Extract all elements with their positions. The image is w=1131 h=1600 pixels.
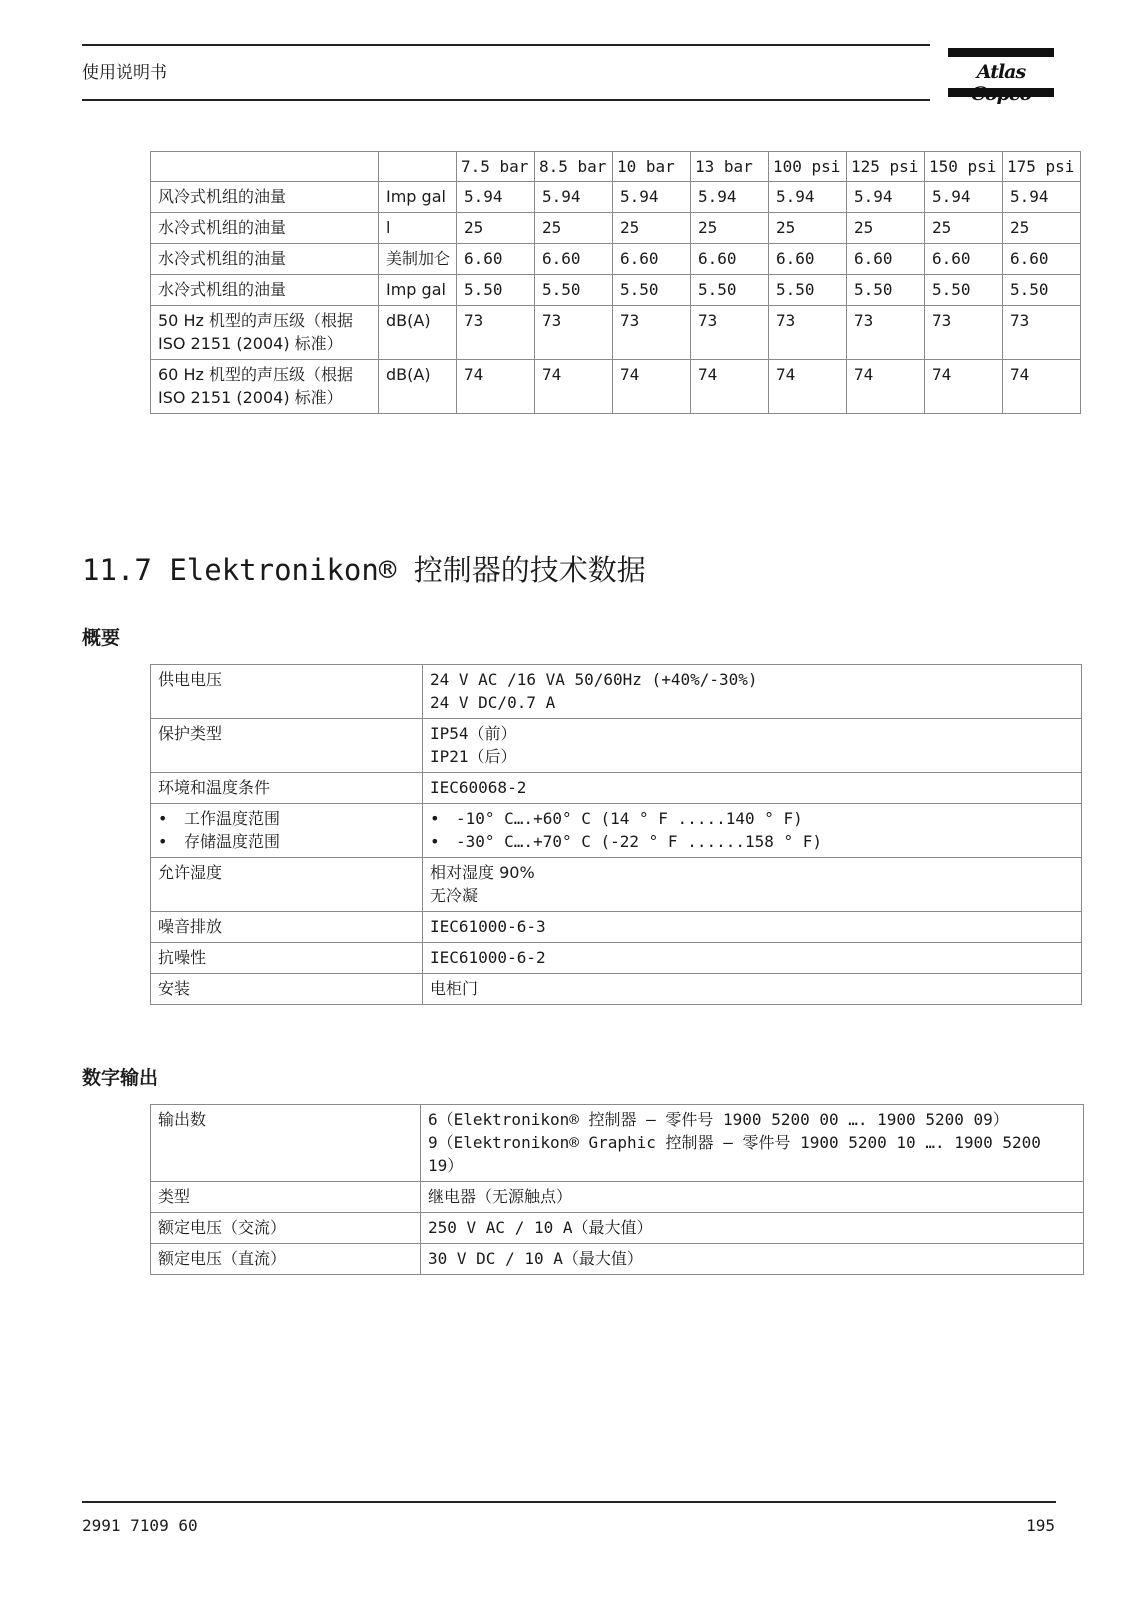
value-cell: 25 — [613, 213, 691, 244]
unit-cell: dB(A) — [379, 360, 457, 414]
immunity-label: 抗噪性 — [151, 943, 423, 974]
table-row — [151, 306, 1081, 360]
column-header: 13 bar — [691, 152, 769, 182]
value-cell: 5.94 — [613, 182, 691, 213]
supply-voltage-label: 供电电压 — [151, 665, 423, 719]
value-cell: 5.94 — [1003, 182, 1081, 213]
value-cell: 5.50 — [925, 275, 1003, 306]
value-cell: 73 — [457, 306, 535, 360]
value-cell: 74 — [847, 360, 925, 414]
value-cell: 74 — [613, 360, 691, 414]
value-cell: 74 — [925, 360, 1003, 414]
header-bottom-rule — [82, 99, 930, 101]
table-row — [151, 1182, 1084, 1213]
value-cell: 5.94 — [691, 182, 769, 213]
work-temp-value: -10° C….+60° C (14 ° F .....140 ° F) — [456, 809, 803, 828]
column-header: 10 bar — [613, 152, 691, 182]
row-label: 水冷式机组的油量 — [151, 244, 379, 275]
value-cell: 5.94 — [457, 182, 535, 213]
column-header: 100 psi — [769, 152, 847, 182]
section-title-latin: Elektronikon® — [169, 553, 397, 587]
table-row — [151, 1213, 1084, 1244]
protection-value: IP54（前） IP21（后） — [423, 719, 1082, 773]
value-cell: 25 — [925, 213, 1003, 244]
ac-rating-label: 额定电压（交流） — [151, 1213, 421, 1244]
table-row — [151, 943, 1082, 974]
table-row — [151, 182, 1081, 213]
value-cell: 25 — [691, 213, 769, 244]
value-cell: 74 — [457, 360, 535, 414]
row-label: 50 Hz 机型的声压级（根据 ISO 2151 (2004) 标准） — [151, 306, 379, 360]
dc-rating-label: 额定电压（直流） — [151, 1244, 421, 1275]
value-cell: 5.50 — [1003, 275, 1081, 306]
table-row — [151, 360, 1081, 414]
humidity-label: 允许湿度 — [151, 858, 423, 912]
value-cell: 6.60 — [457, 244, 535, 275]
value-cell: 6.60 — [1003, 244, 1081, 275]
noise-value: IEC61000-6-3 — [423, 912, 1082, 943]
digital-outputs-heading: 数字输出 — [82, 1067, 159, 1089]
row-label: 风冷式机组的油量 — [151, 182, 379, 213]
storage-temp-value: -30° C….+70° C (-22 ° F ......158 ° F) — [456, 832, 823, 851]
table-row — [151, 213, 1081, 244]
controller-general-table — [150, 664, 1082, 1005]
type-value: 继电器（无源触点） — [421, 1182, 1084, 1213]
value-cell: 25 — [847, 213, 925, 244]
mounting-value: 电柜门 — [423, 974, 1082, 1005]
value-cell: 5.50 — [535, 275, 613, 306]
section-title-cn: 控制器的技术数据 — [413, 553, 646, 587]
column-header — [379, 152, 457, 182]
value-cell: 5.50 — [691, 275, 769, 306]
value-cell: 6.60 — [535, 244, 613, 275]
environment-label: 环境和温度条件 — [151, 773, 423, 804]
document-number: 2991 7109 60 — [82, 1516, 198, 1535]
value-cell: 5.50 — [769, 275, 847, 306]
output-count-value: 6（Elektronikon® 控制器 – 零件号 1900 5200 00 …. 1900 5200 09） 9（Elektronikon® Graphic 控制器 – 零件号 1900 5200 10 …. 1900 5200 19） — [421, 1105, 1084, 1182]
row-label: 水冷式机组的油量 — [151, 275, 379, 306]
value-cell: 25 — [1003, 213, 1081, 244]
value-cell: 73 — [691, 306, 769, 360]
environment-value: IEC60068-2 — [423, 773, 1082, 804]
column-header — [151, 152, 379, 182]
table-row — [151, 244, 1081, 275]
value-cell: 74 — [1003, 360, 1081, 414]
humidity-value: 相对湿度 90% 无冷凝 — [423, 858, 1082, 912]
table-row — [151, 974, 1082, 1005]
section-number: 11.7 — [82, 553, 152, 587]
row-label: 水冷式机组的油量 — [151, 213, 379, 244]
value-cell: 73 — [613, 306, 691, 360]
header-title: 使用说明书 — [82, 63, 167, 83]
temperature-values: • -10° C….+60° C (14 ° F .....140 ° F) • -30° C….+70° C (-22 ° F ......158 ° F) — [423, 804, 1082, 858]
value-cell: 6.60 — [769, 244, 847, 275]
value-cell: 6.60 — [925, 244, 1003, 275]
table-row — [151, 275, 1081, 306]
value-cell: 5.94 — [769, 182, 847, 213]
table-row — [151, 773, 1082, 804]
table-header-row — [151, 152, 1081, 182]
row-label: 60 Hz 机型的声压级（根据 ISO 2151 (2004) 标准） — [151, 360, 379, 414]
oil-capacity-table — [150, 151, 1081, 414]
column-header: 175 psi — [1003, 152, 1081, 182]
unit-cell: dB(A) — [379, 306, 457, 360]
section-title — [82, 548, 646, 589]
table-row — [151, 719, 1082, 773]
value-cell: 25 — [535, 213, 613, 244]
value-cell: 74 — [535, 360, 613, 414]
header-top-rule — [82, 44, 930, 46]
column-header: 125 psi — [847, 152, 925, 182]
immunity-value: IEC61000-6-2 — [423, 943, 1082, 974]
unit-cell: 美制加仑 — [379, 244, 457, 275]
value-cell: 73 — [769, 306, 847, 360]
dc-rating-value: 30 V DC / 10 A（最大值） — [421, 1244, 1084, 1275]
column-header: 7.5 bar — [457, 152, 535, 182]
general-heading: 概要 — [82, 627, 121, 649]
value-cell: 73 — [847, 306, 925, 360]
atlas-copco-logo — [948, 48, 1054, 100]
page-number: 195 — [1026, 1516, 1055, 1535]
value-cell: 25 — [769, 213, 847, 244]
table-row — [151, 1105, 1084, 1182]
value-cell: 74 — [769, 360, 847, 414]
value-cell: 5.50 — [847, 275, 925, 306]
table-row — [151, 912, 1082, 943]
value-cell: 25 — [457, 213, 535, 244]
unit-cell: Imp gal — [379, 182, 457, 213]
digital-outputs-table — [150, 1104, 1084, 1275]
footer-rule — [82, 1501, 1056, 1503]
value-cell: 6.60 — [613, 244, 691, 275]
value-cell: 73 — [535, 306, 613, 360]
work-temp-label: 工作温度范围 — [184, 809, 281, 828]
value-cell: 5.50 — [457, 275, 535, 306]
value-cell: 73 — [925, 306, 1003, 360]
value-cell: 5.94 — [925, 182, 1003, 213]
output-count-label: 输出数 — [151, 1105, 421, 1182]
table-row — [151, 804, 1082, 858]
value-cell: 5.94 — [847, 182, 925, 213]
column-header: 8.5 bar — [535, 152, 613, 182]
value-cell: 5.50 — [613, 275, 691, 306]
value-cell: 74 — [691, 360, 769, 414]
temperature-labels: • 工作温度范围 • 存储温度范围 — [151, 804, 423, 858]
ac-rating-value: 250 V AC / 10 A（最大值） — [421, 1213, 1084, 1244]
value-cell: 73 — [1003, 306, 1081, 360]
table-row — [151, 665, 1082, 719]
column-header: 150 psi — [925, 152, 1003, 182]
value-cell: 6.60 — [691, 244, 769, 275]
logo-text: Atlas — [976, 61, 1026, 83]
mounting-label: 安装 — [151, 974, 423, 1005]
storage-temp-label: 存储温度范围 — [184, 832, 281, 851]
protection-label: 保护类型 — [151, 719, 423, 773]
value-cell: 5.94 — [535, 182, 613, 213]
noise-label: 噪音排放 — [151, 912, 423, 943]
table-row — [151, 858, 1082, 912]
value-cell: 6.60 — [847, 244, 925, 275]
table-row — [151, 1244, 1084, 1275]
type-label: 类型 — [151, 1182, 421, 1213]
supply-voltage-value: 24 V AC /16 VA 50/60Hz (+40%/-30%) 24 V DC/0.7 A — [423, 665, 1082, 719]
unit-cell: Imp gal — [379, 275, 457, 306]
unit-cell: l — [379, 213, 457, 244]
